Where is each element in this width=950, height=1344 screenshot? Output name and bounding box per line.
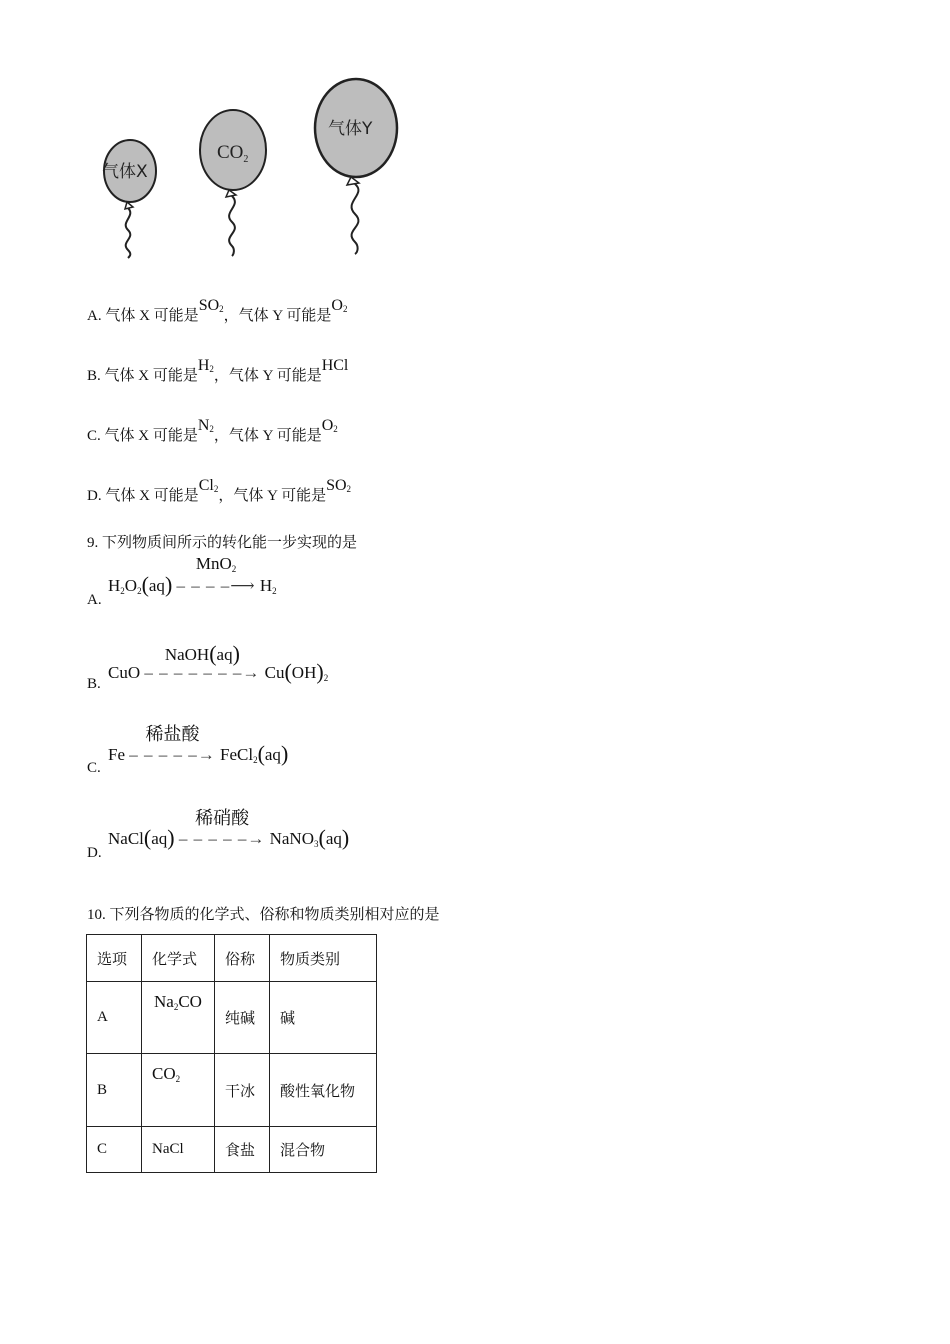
reaction-condition: 稀盐酸 <box>145 724 200 745</box>
table-row <box>87 1054 377 1127</box>
reaction-condition: 稀硝酸 <box>195 808 250 829</box>
formula: $N_2$ <box>197 417 214 434</box>
table-cell: B <box>87 1054 142 1127</box>
table-cell-formula: $CO_2$ <box>142 1054 215 1127</box>
table-cell: C <box>87 1127 142 1173</box>
q9-stem: 9. 下列物质间所示的转化能一步实现的是 <box>87 535 358 551</box>
balloon-small-label: 气体X <box>102 162 148 182</box>
table-cell: 混合物 <box>270 1127 377 1173</box>
table-cell: 干冰 <box>215 1054 270 1127</box>
table-header: 选项 <box>87 935 142 982</box>
table-cell: 碱 <box>270 982 377 1054</box>
q9-option-d-equation: NaCl(aq) 稀硝酸 – – – – –→ NaNO$_3$(aq) <box>108 825 349 851</box>
table-cell: 食盐 <box>215 1127 270 1173</box>
q9-option-b-letter: B. <box>87 676 101 692</box>
table-cell: A <box>87 982 142 1054</box>
table-cell: 纯碱 <box>215 982 270 1054</box>
table-row <box>87 982 377 1054</box>
formula: $SO_2$ <box>198 297 224 314</box>
balloon-large-label: 气体Y <box>328 119 373 139</box>
reaction-condition: MnO$_2$ <box>195 554 237 574</box>
q9-option-c-letter: C. <box>87 760 101 776</box>
reaction-arrow: NaOH(aq) – – – – – – –→ <box>144 641 261 682</box>
reaction-arrow: MnO$_2$ – – – –⟶ <box>176 554 256 595</box>
balloon-small <box>102 140 156 258</box>
table-row <box>87 1127 377 1173</box>
balloons-figure <box>90 74 410 260</box>
table-header-row <box>87 935 377 982</box>
q9-option-c-equation: Fe 稀盐酸 – – – – –→ FeCl$_2$(aq) <box>108 741 288 767</box>
table-header: 物质类别 <box>270 935 377 982</box>
reaction-arrow: 稀盐酸 – – – – –→ <box>129 745 216 765</box>
balloon-large <box>315 79 397 254</box>
table-cell-formula: NaCl <box>142 1127 215 1173</box>
q8-option-c: C. 气体 X 可能是$N_2$，气体 Y 可能是$O_2$ <box>87 417 338 444</box>
q8-option-d: D. 气体 X 可能是$Cl_2$，气体 Y 可能是$SO_2$ <box>87 477 352 504</box>
formula: $SO_2$ <box>326 477 352 494</box>
q10-stem: 10. 下列各物质的化学式、俗称和物质类别相对应的是 <box>87 907 440 923</box>
table-header: 化学式 <box>142 935 215 982</box>
q9-option-a-letter: A. <box>87 592 102 608</box>
formula: $O_2$ <box>321 417 338 434</box>
q9-option-a-equation: $H_2O_2(aq)$ MnO$_2$ – – – –⟶ $H_2$ <box>108 554 277 597</box>
balloon-middle-label: $CO_2$ <box>217 142 249 165</box>
formula: HCl <box>321 357 349 374</box>
table-cell-formula: $Na_2CO$ <box>142 982 215 1054</box>
formula: $O_2$ <box>331 297 348 314</box>
q8-option-b: B. 气体 X 可能是$H_2$，气体 Y 可能是HCl <box>87 357 349 384</box>
table-cell: 酸性氧化物 <box>270 1054 377 1127</box>
formula: $H_2$ <box>197 357 214 374</box>
reaction-arrow: 稀硝酸 – – – – –→ <box>179 829 266 849</box>
q8-option-a: A. 气体 X 可能是$SO_2$，气体 Y 可能是$O_2$ <box>87 297 348 324</box>
q9-option-d-letter: D. <box>87 845 102 861</box>
q10-table <box>86 934 377 1173</box>
formula: $Cl_2$ <box>198 477 219 494</box>
reaction-condition: NaOH(aq) <box>164 641 240 666</box>
balloon-middle <box>200 110 266 256</box>
table-header: 俗称 <box>215 935 270 982</box>
q9-option-b-equation: CuO NaOH(aq) – – – – – – –→ $Cu(OH)_2$ <box>108 641 329 684</box>
